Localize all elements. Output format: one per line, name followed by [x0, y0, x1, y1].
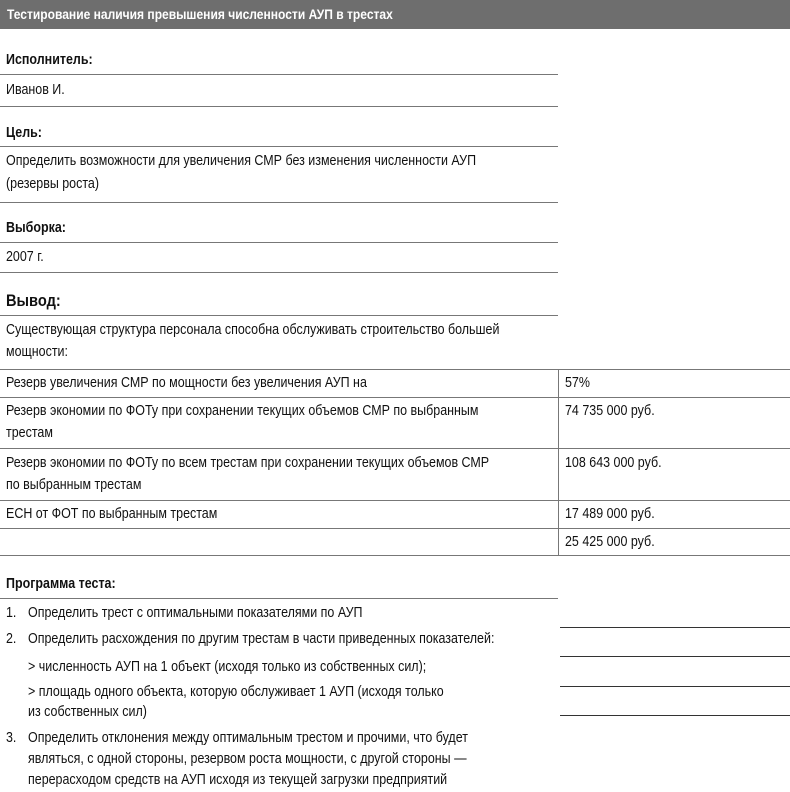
executor-label: Исполнитель:: [6, 52, 93, 68]
blank-line: [560, 627, 790, 628]
title-bar: [0, 0, 790, 29]
divider: [0, 448, 790, 449]
divider: [0, 202, 558, 203]
program-item-number: 2.: [6, 631, 17, 647]
conclusion-label: Вывод:: [6, 291, 61, 310]
divider: [0, 598, 558, 599]
reserve-row-label: по выбранным трестам: [6, 477, 142, 493]
program-item-number: 3.: [6, 730, 17, 746]
reserve-row-label: Резерв экономии по ФОТу по всем трестам при сохранении текущих объемов СМР: [6, 455, 490, 471]
program-label: Программа теста:: [6, 576, 116, 592]
divider: [0, 272, 558, 273]
divider: [0, 146, 558, 147]
divider: [0, 315, 558, 316]
reserve-row-label: Резерв экономии по ФОТу при сохранении текущих объемов СМР по выбранным: [6, 403, 479, 419]
goal-label: Цель:: [6, 125, 42, 141]
document-title: Тестирование наличия превышения численности АУП в трестах: [7, 6, 393, 22]
divider: [0, 369, 790, 370]
blank-line: [560, 686, 790, 687]
reserve-row-value: 108 643 000 руб.: [565, 455, 662, 471]
program-item-text: являться, с одной стороны, резервом роста мощности, с другой стороны —: [28, 751, 467, 767]
goal-line: Определить возможности для увеличения СМР без изменения численности АУП: [6, 153, 477, 169]
program-item-text: Определить трест с оптимальными показателями по АУП: [28, 605, 363, 621]
program-subitem-text: из собственных сил): [28, 704, 147, 720]
executor-value: Иванов И.: [6, 82, 65, 98]
reserve-row-value: 74 735 000 руб.: [565, 403, 655, 419]
program-item-text: Определить расхождения по другим трестам в части приведенных показателей:: [28, 631, 495, 647]
divider: [0, 242, 558, 243]
program-item-number: 1.: [6, 605, 17, 621]
program-item-text: Определить отклонения между оптимальным трестом и прочими, что будет: [28, 730, 468, 746]
program-subitem-text: > площадь одного объекта, которую обслуживает 1 АУП (исходя только: [28, 684, 444, 700]
conclusion-intro-line: Существующая структура персонала способна обслуживать строительство большей: [6, 322, 500, 338]
program-subitem-text: > численность АУП на 1 объект (исходя только из собственных сил);: [28, 659, 427, 675]
reserve-total-value: 25 425 000 руб.: [565, 534, 655, 550]
conclusion-intro-line: мощности:: [6, 344, 68, 360]
reserve-row-label: ЕСН от ФОТ по выбранным трестам: [6, 506, 218, 522]
reserve-row-value: 17 489 000 руб.: [565, 506, 655, 522]
program-item-text: перерасходом средств на АУП исходя из текущей загрузки предприятий: [28, 772, 448, 788]
divider: [0, 74, 558, 75]
divider: [0, 555, 790, 556]
reserve-row-value: 57%: [565, 375, 590, 391]
blank-line: [560, 715, 790, 716]
sample-label: Выборка:: [6, 220, 66, 236]
divider: [0, 106, 558, 107]
divider: [0, 500, 790, 501]
blank-line: [560, 656, 790, 657]
sample-value: 2007 г.: [6, 249, 44, 265]
divider: [0, 528, 790, 529]
goal-line: (резервы роста): [6, 176, 100, 192]
reserve-row-label: трестам: [6, 425, 53, 441]
divider: [0, 397, 790, 398]
reserve-row-label: Резерв увеличения СМР по мощности без увеличения АУП на: [6, 375, 367, 391]
